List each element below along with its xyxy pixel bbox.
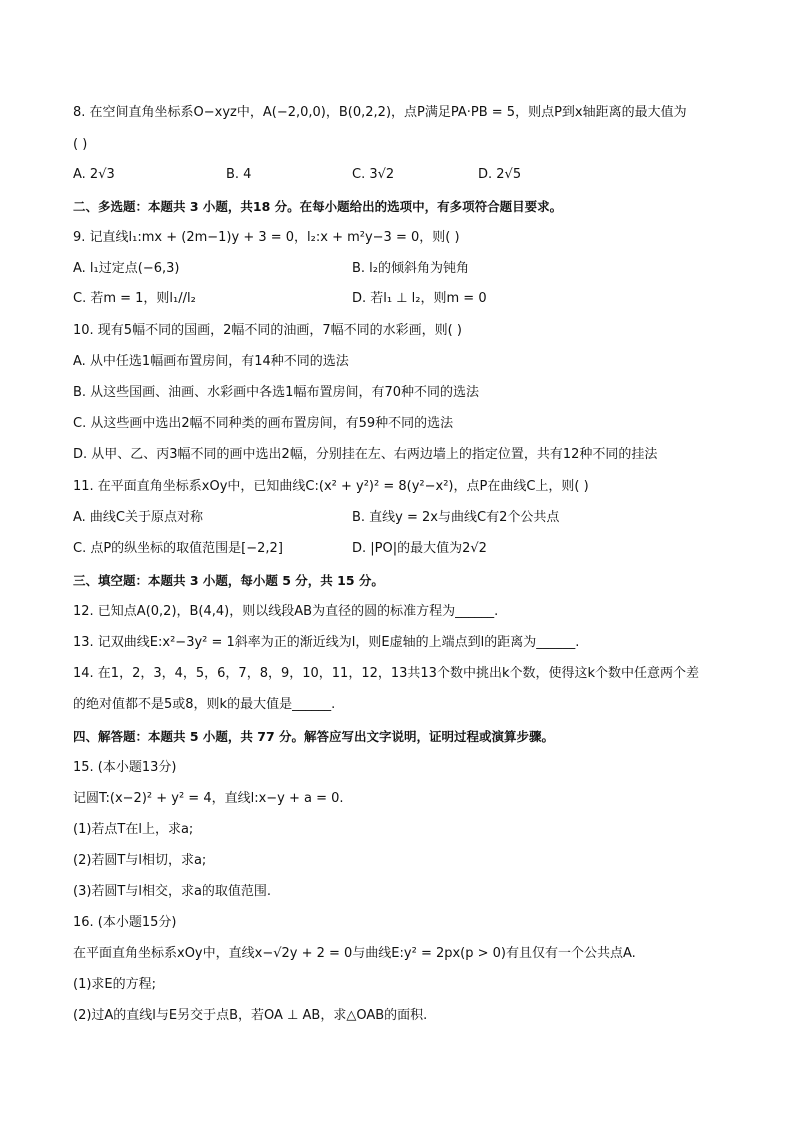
q15-part-3: (3)若圆T与l相交，求a的取值范围. [73, 884, 272, 899]
q13-stem: 13. 记双曲线E:x²−3y² = 1斜率为正的渐近线为l，则E虚轴的上端点到l的距离为______. [73, 635, 580, 650]
q9-option-b: B. l₂的倾斜角为钝角 [352, 261, 470, 276]
q11-option-c: C. 点P的纵坐标的取值范围是[−2,2] [73, 541, 283, 556]
q8-paren: ( ) [73, 137, 88, 152]
q11-option-d: D. |PO|的最大值为2√2 [352, 541, 487, 556]
q15-heading: 15. (本小题13分) [73, 760, 177, 775]
q9-stem: 9. 记直线l₁:mx + (2m−1)y + 3 = 0，l₂:x + m²y−3 = 0，则( ) [73, 230, 460, 245]
q16-stem: 在平面直角坐标系xOy中，直线x−√2y + 2 = 0与曲线E:y² = 2px(p > 0)有且仅有一个公共点A. [73, 946, 636, 961]
q14-stem-line2: 的绝对值都不是5或8，则k的最大值是______. [73, 697, 336, 712]
q11-option-b: B. 直线y = 2x与曲线C有2个公共点 [352, 510, 560, 525]
q10-option-c: C. 从这些画中选出2幅不同种类的画布置房间，有59种不同的选法 [73, 416, 454, 431]
q8-stem: 8. 在空间直角坐标系O−xyz中，A(−2,0,0)，B(0,2,2)，点P满足PA·PB = 5，则点P到x轴距离的最大值为 [73, 105, 687, 120]
q8-option-a: A. 2√3 [73, 167, 115, 182]
q9-option-c: C. 若m = 1，则l₁//l₂ [73, 291, 196, 306]
q8-option-c: C. 3√2 [352, 167, 395, 182]
q12-stem: 12. 已知点A(0,2)，B(4,4)，则以线段AB为直径的圆的标准方程为______. [73, 604, 499, 619]
q15-stem: 记圆T:(x−2)² + y² = 4，直线l:x−y + a = 0. [73, 791, 344, 806]
q8-option-d: D. 2√5 [478, 167, 522, 182]
q10-option-b: B. 从这些国画、油画、水彩画中各选1幅布置房间，有70种不同的选法 [73, 385, 479, 400]
q9-option-a: A. l₁过定点(−6,3) [73, 261, 180, 276]
section-solutions: 四、解答题：本题共 5 小题，共 77 分。解答应写出文字说明，证明过程或演算步骤。 [73, 729, 555, 744]
q16-heading: 16. (本小题15分) [73, 915, 177, 930]
q14-stem-line1: 14. 在1，2，3，4，5，6，7，8，9，10，11，12，13共13个数中挑出k个数，使得这k个数中任意两个差 [73, 666, 700, 681]
q16-part-1: (1)求E的方程; [73, 977, 157, 992]
section-fill-in: 三、填空题：本题共 3 小题，每小题 5 分，共 15 分。 [73, 573, 384, 588]
q15-part-2: (2)若圆T与l相切，求a; [73, 853, 207, 868]
q11-stem: 11. 在平面直角坐标系xOy中，已知曲线C:(x² + y²)² = 8(y²−x²)，点P在曲线C上，则( ) [73, 479, 589, 494]
section-multiple-choice: 二、多选题：本题共 3 小题，共18 分。在每小题给出的选项中，有多项符合题目要求。 [73, 199, 563, 214]
q10-stem: 10. 现有5幅不同的国画，2幅不同的油画，7幅不同的水彩画，则( ) [73, 323, 462, 338]
q9-option-d: D. 若l₁ ⊥ l₂，则m = 0 [352, 291, 487, 306]
q15-part-1: (1)若点T在l上，求a; [73, 822, 194, 837]
q16-part-2: (2)过A的直线l与E另交于点B，若OA ⊥ AB，求△OAB的面积. [73, 1008, 428, 1023]
q8-option-b: B. 4 [226, 167, 252, 182]
q11-option-a: A. 曲线C关于原点对称 [73, 510, 204, 525]
q10-option-a: A. 从中任选1幅画布置房间，有14种不同的选法 [73, 354, 349, 369]
q10-option-d: D. 从甲、乙、丙3幅不同的画中选出2幅，分别挂在左、右两边墙上的指定位置，共有12种不同的挂法 [73, 447, 658, 462]
